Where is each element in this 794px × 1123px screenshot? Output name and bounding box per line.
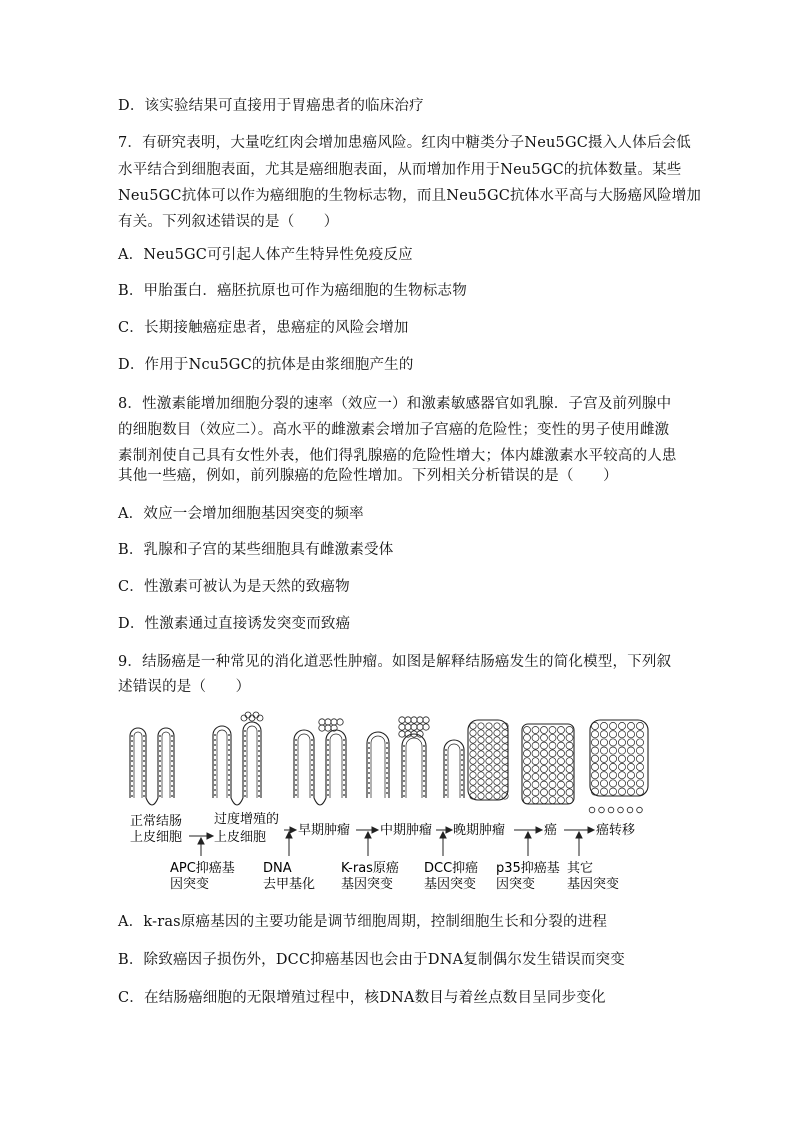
- q7-stem-line: Neu5GC抗体可以作为癌细胞的生物标志物，而且Neu5GC抗体水平高与大肠癌风险增加: [118, 188, 702, 204]
- tissue-illustrations: [130, 712, 648, 813]
- villus-hyperplasia: [213, 726, 231, 798]
- arrow-right-head: [207, 833, 213, 839]
- q7-stem-line: 7．有研究表明，大量吃红肉会增加患癌风险。红肉中糖类分子Neu5GC摄入人体后会低: [118, 135, 691, 151]
- q9-option-a: A．k-ras原癌基因的主要功能是调节细胞周期，控制细胞生长和分裂的进程: [118, 914, 608, 930]
- q9-stem-line: 9．结肠癌是一种常见的消化道恶性肿瘤。如图是解释结肠癌发生的简化模型，下列叙: [118, 654, 672, 670]
- stage-label-metastasis: 癌转移: [596, 823, 636, 838]
- cause-label-kras-2: 基因突变: [341, 877, 394, 892]
- metastatic-cell: [589, 807, 595, 813]
- crypt-early-tumor: [314, 798, 326, 805]
- arrow-right-head: [588, 827, 594, 833]
- stage-label-cancer: 癌: [544, 823, 558, 838]
- colon-cancer-diagram: [118, 710, 678, 900]
- villus-early-tumor: [294, 730, 314, 798]
- villus-normal: [130, 728, 146, 798]
- villus-hyperplasia: [243, 722, 261, 798]
- cause-label-dna-2: 去甲基化: [263, 877, 316, 892]
- q8-option-c: C．性激素可被认为是天然的致癌物: [118, 579, 350, 595]
- stage-label-hyperplasia-2: 上皮细胞: [214, 830, 267, 845]
- metastatic-cell: [637, 807, 643, 813]
- villus-normal: [158, 728, 174, 798]
- cause-label-apc-2: 因突变: [170, 877, 210, 892]
- stage-label-late-tumor: 晚期肿瘤: [453, 823, 506, 838]
- cause-label-other: 其它: [567, 861, 594, 876]
- q9-option-c: C．在结肠癌细胞的无限增殖过程中，核DNA数目与着丝点数目呈同步变化: [118, 990, 606, 1006]
- q9-stem-line: 述错误的是（ ）: [118, 679, 251, 695]
- cause-label-dcc-2: 基因突变: [424, 877, 477, 892]
- stage-label-normal-2: 上皮细胞: [130, 830, 183, 845]
- metastatic-cell: [608, 807, 614, 813]
- q8-option-d: D．性激素通过直接诱发突变而致癌: [118, 616, 351, 632]
- arrow-up-head: [525, 832, 531, 838]
- stage-label-early-tumor: 早期肿瘤: [298, 823, 351, 838]
- villus-mid-tumor: [402, 734, 426, 798]
- metastatic-cell: [627, 807, 633, 813]
- cause-label-dna: DNA: [263, 861, 292, 876]
- villus-early-tumor: [326, 730, 346, 798]
- q9-option-b: B．除致癌因子损伤外，DCC抑癌基因也会由于DNA复制偶尔发生错误而突变: [118, 952, 625, 968]
- q7-option-d: D．作用于Ncu5GC的抗体是由浆细胞产生的: [118, 357, 414, 373]
- arrow-up-head: [440, 832, 446, 838]
- q6-option-d: D．该实验结果可直接用于胃癌患者的临床治疗: [118, 98, 424, 114]
- arrow-up-head: [198, 838, 204, 844]
- arrow-up-head: [365, 832, 371, 838]
- arrow-right-head: [372, 827, 378, 833]
- q8-stem-line: 的细胞数目（效应二）。高水平的雌激素会增加子宫癌的危险性；变性的男子使用雌激: [118, 422, 670, 438]
- villus-late-tumor: [444, 740, 464, 798]
- crypt-normal: [146, 798, 158, 805]
- stage-label-normal: 正常结肠: [130, 814, 183, 829]
- q8-stem-line: 素制剂使自己具有女性外表，他们得乳腺癌的危险性增大；体内雄激素水平较高的人患: [118, 448, 677, 464]
- q8-stem-line: 8．性激素能增加细胞分裂的速率（效应一）和激素敏感器官如乳腺．子宫及前列腺中: [118, 396, 672, 412]
- cause-label-kras: K-ras原癌: [341, 861, 399, 876]
- q7-stem-line: 有关。下列叙述错误的是（ ）: [118, 214, 339, 230]
- cause-label-p35-2: 因突变: [496, 877, 536, 892]
- q7-option-a: A．Neu5GC可引起人体产生特异性免疫反应: [118, 247, 413, 263]
- q8-stem-line: 其他一些癌，例如，前列腺癌的危险性增加。下列相关分析错误的是（ ）: [118, 468, 618, 484]
- metastatic-cell: [618, 807, 624, 813]
- q7-option-b: B．甲胎蛋白．癌胚抗原也可作为癌细胞的生物标志物: [118, 283, 467, 299]
- cause-label-p35: p35抑癌基: [496, 861, 560, 876]
- stage-label-hyperplasia: 过度增殖的: [214, 812, 280, 827]
- q8-option-b: B．乳腺和子宫的某些细胞具有雌激素受体: [118, 542, 394, 558]
- metastatic-cell: [599, 807, 605, 813]
- arrow-right-head: [536, 827, 542, 833]
- crypt-hyperplasia: [231, 798, 243, 805]
- cause-label-other-2: 基因突变: [567, 877, 620, 892]
- q7-stem-line: 水平结合到细胞表面，尤其是癌细胞表面，从而增加作用于Neu5GC的抗体数量。某些: [118, 162, 682, 178]
- arrow-right-head: [446, 827, 452, 833]
- q8-option-a: A．效应一会增加细胞基因突变的频率: [118, 506, 364, 522]
- cause-label-dcc: DCC抑癌: [424, 861, 479, 876]
- cause-label-apc: APC抑癌基: [170, 861, 235, 876]
- villus-mid-tumor: [367, 732, 389, 798]
- arrow-up-head: [576, 832, 582, 838]
- arrow-right-head: [290, 827, 296, 833]
- stage-label-mid-tumor: 中期肿瘤: [380, 823, 433, 838]
- q7-option-c: C．长期接触癌症患者，患癌症的风险会增加: [118, 320, 409, 336]
